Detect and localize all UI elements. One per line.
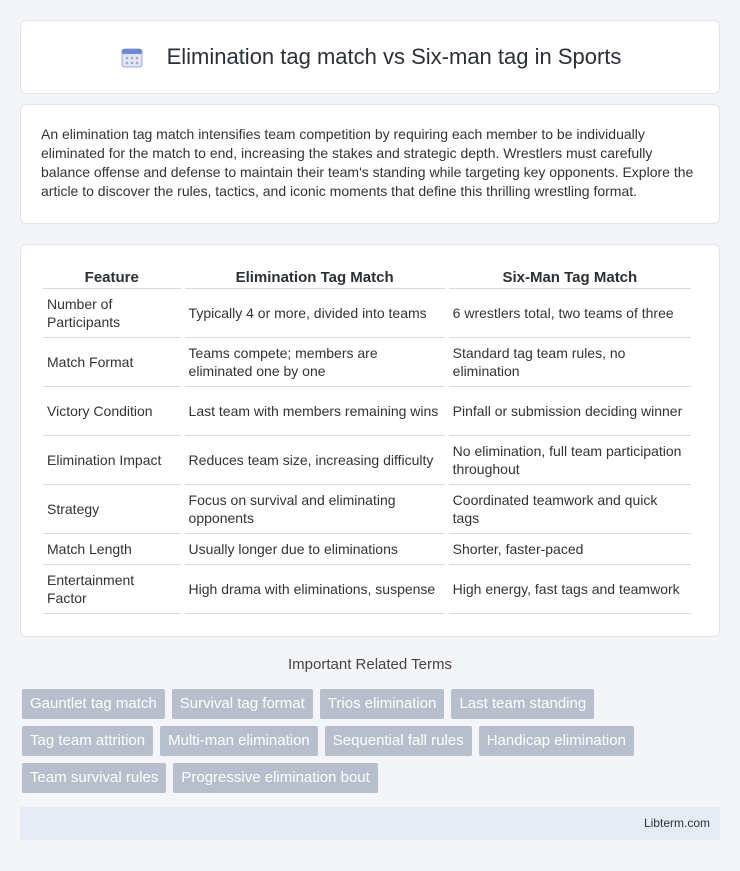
table-cell: Reduces team size, increasing difficulty: [185, 436, 445, 485]
table-cell: Usually longer due to eliminations: [185, 534, 445, 565]
table-cell: 6 wrestlers total, two teams of three: [449, 289, 691, 338]
table-row: [43, 485, 691, 534]
footer: [20, 807, 720, 840]
related-term-tag[interactable]: Multi-man elimination: [160, 726, 318, 756]
comparison-table: [39, 265, 695, 614]
related-terms-list: [22, 689, 722, 800]
table-cell: Victory Condition: [43, 387, 181, 436]
intro-text: An elimination tag match intensifies team competition by requiring each member to be individually eliminated for the match to end, increasing the stakes and strategic depth. Wrestlers must carefully balance offense and defense to maintain their team's standing while targeting key opponents. Explore the article to discover the rules, tactics, and iconic moments that define this thrilling wrestling format.: [41, 126, 694, 199]
table-cell: Pinfall or submission deciding winner: [449, 387, 691, 436]
table-cell: High energy, fast tags and teamwork: [449, 565, 691, 614]
table-header-feature: Feature: [43, 265, 181, 289]
table-header-six-man: Six-Man Tag Match: [449, 265, 691, 289]
table-cell: Strategy: [43, 485, 181, 534]
table-cell: Coordinated teamwork and quick tags: [449, 485, 691, 534]
related-term-tag[interactable]: Tag team attrition: [22, 726, 153, 756]
table-cell: Entertainment Factor: [43, 565, 181, 614]
table-cell: Focus on survival and eliminating opponents: [185, 485, 445, 534]
table-row: [43, 338, 691, 387]
comparison-card: [20, 244, 720, 637]
related-term-tag[interactable]: Trios elimination: [320, 689, 445, 719]
related-term-tag[interactable]: Progressive elimination bout: [173, 763, 377, 793]
table-row: [43, 565, 691, 614]
table-row: [43, 289, 691, 338]
table-cell: Number of Participants: [43, 289, 181, 338]
table-cell: Standard tag team rules, no elimination: [449, 338, 691, 387]
table-header-elimination: Elimination Tag Match: [185, 265, 445, 289]
related-term-tag[interactable]: Team survival rules: [22, 763, 166, 793]
related-term-tag[interactable]: Sequential fall rules: [325, 726, 472, 756]
related-term-tag[interactable]: Handicap elimination: [479, 726, 634, 756]
table-cell: Last team with members remaining wins: [185, 387, 445, 436]
table-row: [43, 387, 691, 436]
intro-card: [20, 104, 720, 224]
page-title: Elimination tag match vs Six-man tag in Sports: [166, 44, 622, 69]
table-cell: Teams compete; members are eliminated one by one: [185, 338, 445, 387]
header-card: [20, 20, 720, 94]
table-cell: Match Length: [43, 534, 181, 565]
table-cell: No elimination, full team participation throughout: [449, 436, 691, 485]
footer-site-link[interactable]: Libterm.com: [643, 816, 710, 830]
table-cell: Match Format: [43, 338, 181, 387]
related-term-tag[interactable]: Survival tag format: [172, 689, 313, 719]
table-row: [43, 534, 691, 565]
calendar-icon: [119, 44, 145, 70]
table-cell: Typically 4 or more, divided into teams: [185, 289, 445, 338]
related-terms-title: Important Related Terms: [288, 656, 452, 673]
table-row: [43, 436, 691, 485]
table-cell: Elimination Impact: [43, 436, 181, 485]
table-cell: High drama with eliminations, suspense: [185, 565, 445, 614]
related-term-tag[interactable]: Last team standing: [451, 689, 594, 719]
related-term-tag[interactable]: Gauntlet tag match: [22, 689, 165, 719]
table-cell: Shorter, faster-paced: [449, 534, 691, 565]
